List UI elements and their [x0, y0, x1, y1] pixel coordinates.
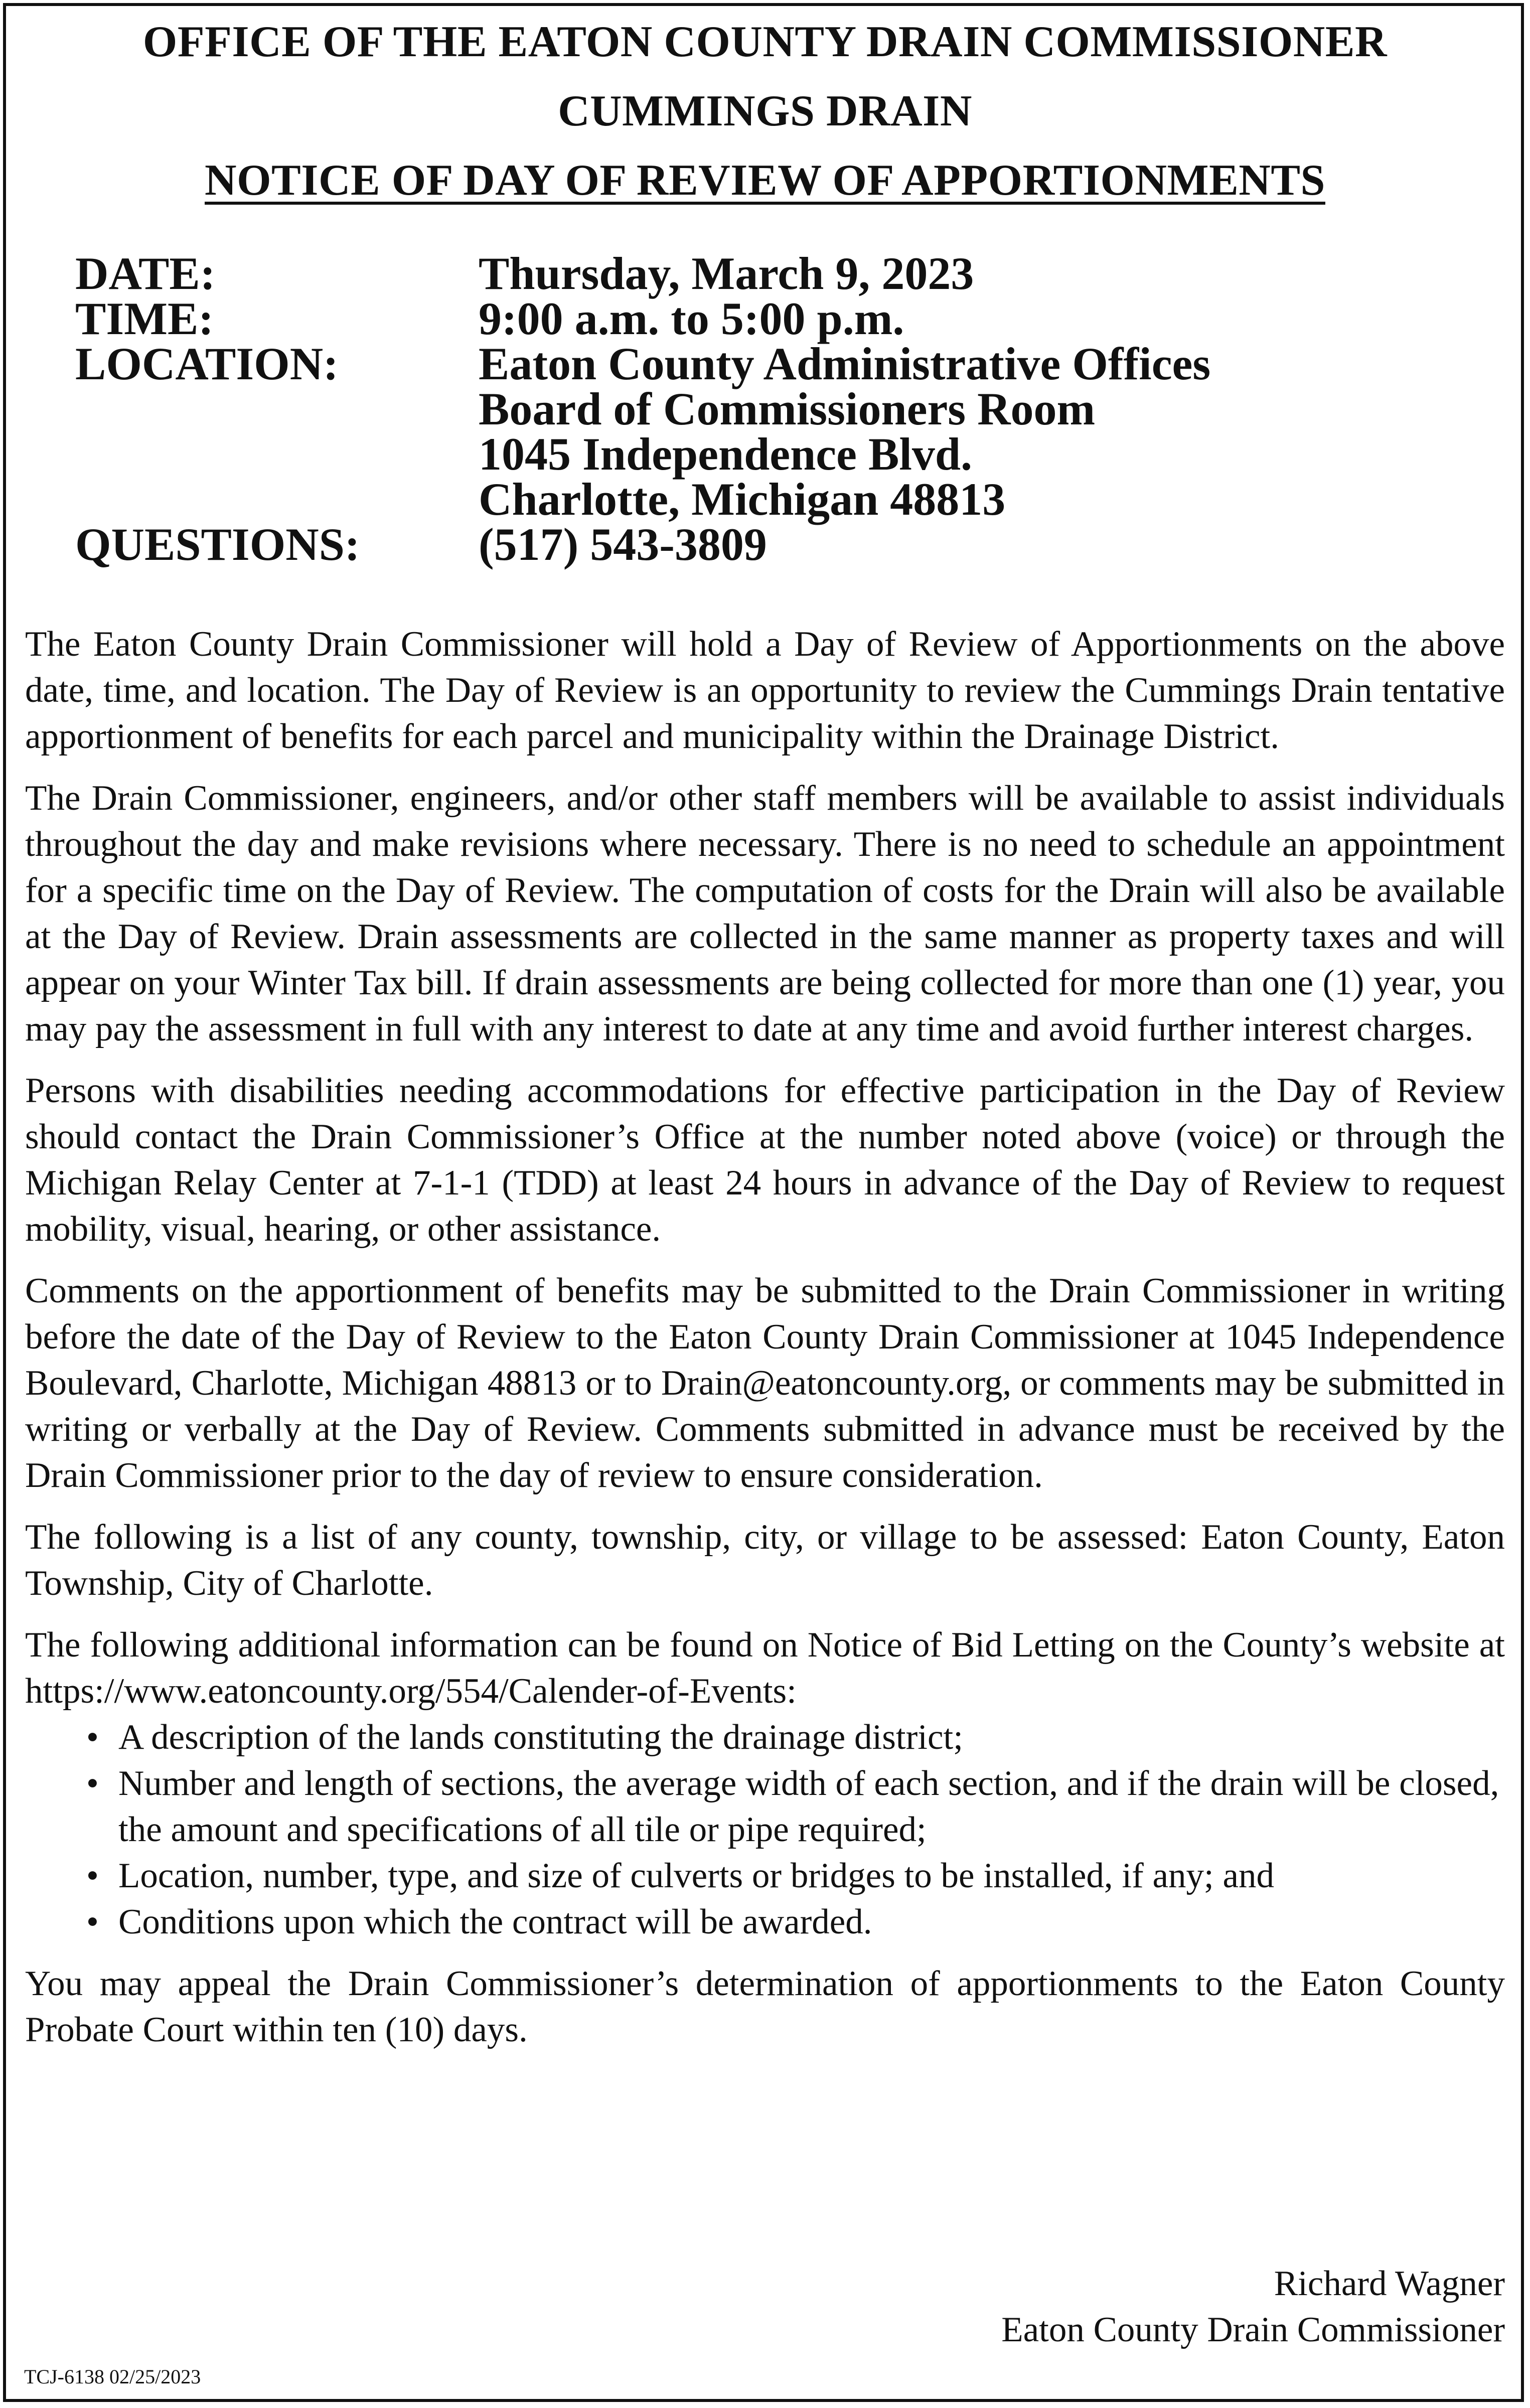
- location-line: Board of Commissioners Room: [479, 383, 1096, 434]
- additional-info-paragraph: The following additional information can be found on Notice of Bid Letting on the County’s website at https://www.eatoncounty.org/554/Calender-of-Events:: [25, 1625, 1505, 1711]
- signer-title: Eaton County Drain Commissioner: [1001, 2310, 1505, 2349]
- date-value: Thursday, March 9, 2023: [479, 248, 974, 299]
- bullet-icon: •: [86, 1764, 99, 1803]
- list-item: [25, 1899, 1505, 1945]
- office-heading: OFFICE OF THE EATON COUNTY DRAIN COMMISSIONER: [142, 18, 1388, 66]
- signer-name: Richard Wagner: [1274, 2264, 1505, 2303]
- notice-title: NOTICE OF DAY OF REVIEW OF APPORTIONMENTS: [205, 156, 1325, 205]
- accessibility-paragraph: Persons with disabilities needing accommodations for effective participation in the Day of Review should contact the Drain Commissioner’s Office at the number noted above (voice) or through the Michigan Relay Center at 7-1-1 (TDD) at least 24 hours in advance of the Day of Review to request mobility, visual, hearing, or other assistance.: [25, 1071, 1505, 1249]
- time-label: TIME:: [75, 293, 214, 344]
- location-line: Eaton County Administrative Offices: [479, 338, 1211, 389]
- location-line: 1045 Independence Blvd.: [479, 428, 973, 480]
- list-item: [25, 1714, 1505, 1760]
- list-item: [25, 1853, 1505, 1899]
- list-item-text: Number and length of sections, the average width of each section, and if the drain will be closed, the amount and specifications of all tile or pipe required;: [118, 1764, 1499, 1849]
- intro-paragraph: The Eaton County Drain Commissioner will hold a Day of Review of Apportionments on the above date, time, and location. The Day of Review is an opportunity to review the Cummings Drain tentative apportionment of benefits for each parcel and municipality within the Drainage District.: [25, 625, 1505, 756]
- drain-name-heading: CUMMINGS DRAIN: [558, 87, 972, 135]
- comments-paragraph: Comments on the apportionment of benefits may be submitted to the Drain Commissioner in writing before the date of the Day of Review to the Eaton County Drain Commissioner at 1045 Independence Boulevard, Charlotte, Michigan 48813 or to Drain@eatoncounty.org, or comments may be submitted in writing or verbally at the Day of Review. Comments submitted in advance must be received by the Drain Commissioner prior to the day of review to ensure consideration.: [25, 1271, 1505, 1495]
- notice-body: [25, 621, 1505, 2068]
- list-item: [25, 1760, 1505, 1853]
- list-item-text: Conditions upon which the contract will be awarded.: [118, 1902, 872, 1941]
- bullet-icon: •: [86, 1856, 99, 1895]
- appeal-paragraph: You may appeal the Drain Commissioner’s determination of apportionments to the Eaton County Probate Court within ten (10) days.: [25, 1964, 1505, 2049]
- time-value: 9:00 a.m. to 5:00 p.m.: [479, 293, 904, 344]
- date-label: DATE:: [75, 248, 216, 299]
- location-label: LOCATION:: [75, 338, 339, 389]
- bullet-icon: •: [86, 1718, 99, 1757]
- location-line: Charlotte, Michigan 48813: [479, 474, 1006, 525]
- list-item-text: A description of the lands constituting the drainage district;: [118, 1718, 963, 1757]
- bid-info-list: [25, 1714, 1505, 1945]
- publication-reference: TCJ-6138 02/25/2023: [24, 2365, 201, 2388]
- questions-label: QUESTIONS:: [75, 519, 360, 570]
- assessed-entities-paragraph: The following is a list of any county, township, city, or village to be assessed: Eaton County, Eaton Township, City of Charlotte.: [25, 1518, 1505, 1603]
- bullet-icon: •: [86, 1902, 99, 1941]
- questions-phone: (517) 543-3809: [479, 519, 767, 570]
- staff-availability-paragraph: The Drain Commissioner, engineers, and/or other staff members will be available to assist individuals throughout the day and make revisions where necessary. There is no need to schedule an appointment for a specific time on the Day of Review. The computation of costs for the Drain will also be available at the Day of Review. Drain assessments are collected in the same manner as property taxes and will appear on your Winter Tax bill. If drain assessments are being collected for more than one (1) year, you may pay the assessment in full with any interest to date at any time and avoid further interest charges.: [25, 779, 1505, 1048]
- list-item-text: Location, number, type, and size of culverts or bridges to be installed, if any; and: [118, 1856, 1274, 1895]
